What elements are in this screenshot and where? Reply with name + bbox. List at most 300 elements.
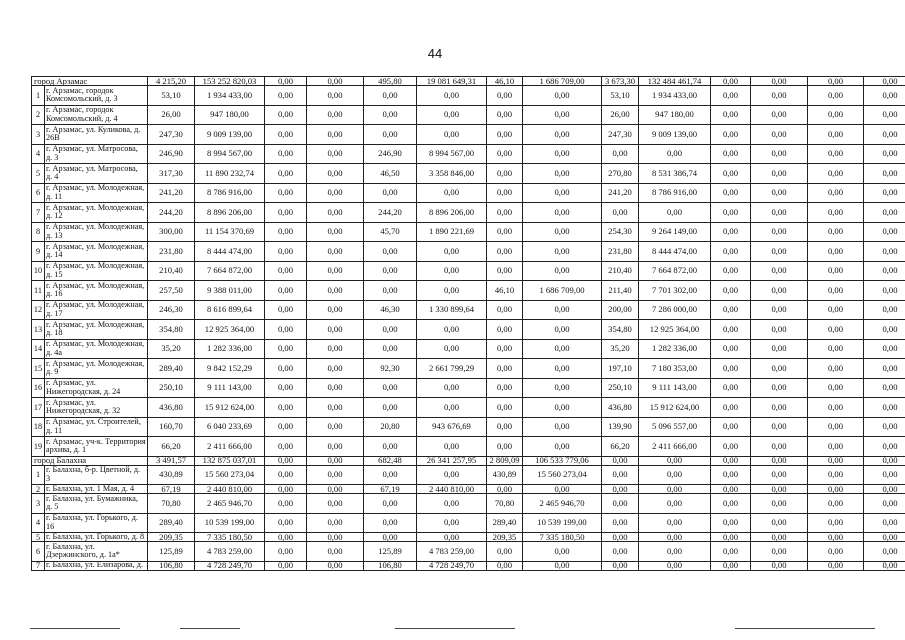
value-cell: 0,00 xyxy=(364,184,417,204)
value-cell: 9 842 152,29 xyxy=(195,359,265,379)
value-cell: 3 358 846,00 xyxy=(417,164,487,184)
value-cell: 0,00 xyxy=(307,281,364,301)
value-cell: 15 560 273,04 xyxy=(523,466,602,486)
value-cell: 8 444 474,00 xyxy=(195,242,265,262)
section-total-cell: 0,00 xyxy=(265,77,307,86)
value-cell: 0,00 xyxy=(751,184,808,204)
footer-rule xyxy=(30,628,120,629)
value-cell: 2 440 810,00 xyxy=(417,485,487,494)
value-cell: 0,00 xyxy=(487,184,523,204)
value-cell: 15 912 624,00 xyxy=(639,398,711,418)
value-cell: 0,00 xyxy=(808,398,864,418)
value-cell: 943 676,69 xyxy=(417,418,487,438)
value-cell: 0,00 xyxy=(711,86,751,106)
value-cell: 0,00 xyxy=(864,340,905,360)
value-cell: 35,20 xyxy=(602,340,639,360)
value-cell: 0,00 xyxy=(307,125,364,145)
value-cell: 0,00 xyxy=(307,485,364,494)
value-cell: 209,35 xyxy=(148,533,195,542)
value-cell: 354,80 xyxy=(148,320,195,340)
value-cell: 0,00 xyxy=(864,418,905,438)
value-cell: 0,00 xyxy=(808,125,864,145)
value-cell: 0,00 xyxy=(602,494,639,514)
value-cell: 0,00 xyxy=(307,145,364,165)
row-number: 16 xyxy=(32,379,45,399)
section-total-cell: 0,00 xyxy=(639,457,711,466)
value-cell: 9 388 011,00 xyxy=(195,281,265,301)
section-total-cell: 153 252 820,03 xyxy=(195,77,265,86)
value-cell: 0,00 xyxy=(265,125,307,145)
value-cell: 0,00 xyxy=(307,340,364,360)
address-cell: г. Арзамас, городок Комсомольский, д. 4 xyxy=(45,106,148,126)
value-cell: 0,00 xyxy=(364,320,417,340)
value-cell: 0,00 xyxy=(751,542,808,562)
value-cell: 66,20 xyxy=(602,437,639,457)
value-cell: 0,00 xyxy=(265,340,307,360)
address-cell: г. Арзамас, ул. Молодежная, д. 4а xyxy=(45,340,148,360)
value-cell: 289,40 xyxy=(148,359,195,379)
value-cell: 0,00 xyxy=(711,398,751,418)
value-cell: 0,00 xyxy=(487,125,523,145)
value-cell: 0,00 xyxy=(808,533,864,542)
value-cell: 0,00 xyxy=(751,320,808,340)
value-cell: 9 264 149,00 xyxy=(639,223,711,243)
value-cell: 0,00 xyxy=(307,418,364,438)
value-cell: 0,00 xyxy=(487,301,523,321)
value-cell: 0,00 xyxy=(639,542,711,562)
value-cell: 2 411 666,00 xyxy=(639,437,711,457)
value-cell: 0,00 xyxy=(751,485,808,494)
row-number: 10 xyxy=(32,262,45,282)
value-cell: 0,00 xyxy=(639,494,711,514)
value-cell: 0,00 xyxy=(711,242,751,262)
value-cell: 0,00 xyxy=(265,262,307,282)
value-cell: 7 335 180,50 xyxy=(523,533,602,542)
value-cell: 0,00 xyxy=(808,223,864,243)
value-cell: 0,00 xyxy=(864,242,905,262)
value-cell: 0,00 xyxy=(487,242,523,262)
value-cell: 46,10 xyxy=(487,281,523,301)
value-cell: 8 994 567,00 xyxy=(195,145,265,165)
value-cell: 0,00 xyxy=(602,466,639,486)
address-cell: г. Арзамас, ул. Молодежная, д. 11 xyxy=(45,184,148,204)
value-cell: 46,30 xyxy=(364,301,417,321)
value-cell: 0,00 xyxy=(639,466,711,486)
value-cell: 7 701 302,00 xyxy=(639,281,711,301)
value-cell: 0,00 xyxy=(864,562,905,571)
value-cell: 0,00 xyxy=(307,164,364,184)
value-cell: 0,00 xyxy=(808,359,864,379)
value-cell: 0,00 xyxy=(639,533,711,542)
table-grid xyxy=(31,76,905,571)
value-cell: 0,00 xyxy=(808,494,864,514)
value-cell: 0,00 xyxy=(864,398,905,418)
section-total-cell: 0,00 xyxy=(711,77,751,86)
value-cell: 0,00 xyxy=(523,203,602,223)
value-cell: 0,00 xyxy=(808,514,864,534)
value-cell: 8 616 899,64 xyxy=(195,301,265,321)
value-cell: 0,00 xyxy=(751,125,808,145)
value-cell: 0,00 xyxy=(523,262,602,282)
section-total-cell: 0,00 xyxy=(307,77,364,86)
value-cell: 0,00 xyxy=(307,320,364,340)
value-cell: 12 925 364,00 xyxy=(195,320,265,340)
value-cell: 250,10 xyxy=(148,379,195,399)
value-cell: 0,00 xyxy=(523,184,602,204)
value-cell: 246,90 xyxy=(364,145,417,165)
row-number: 17 xyxy=(32,398,45,418)
value-cell: 0,00 xyxy=(808,281,864,301)
value-cell: 231,80 xyxy=(602,242,639,262)
section-total-cell: 2 809,09 xyxy=(487,457,523,466)
value-cell: 7 180 353,00 xyxy=(639,359,711,379)
section-total-cell: 0,00 xyxy=(711,457,751,466)
value-cell: 0,00 xyxy=(265,223,307,243)
value-cell: 11 154 370,69 xyxy=(195,223,265,243)
value-cell: 0,00 xyxy=(307,466,364,486)
data-table xyxy=(31,76,905,571)
value-cell: 0,00 xyxy=(602,542,639,562)
value-cell: 247,30 xyxy=(602,125,639,145)
address-cell: г. Арзамас, ул. Молодежная, д. 17 xyxy=(45,301,148,321)
value-cell: 1 890 221,69 xyxy=(417,223,487,243)
address-cell: г. Арзамас, ул. Молодежная, д. 18 xyxy=(45,320,148,340)
value-cell: 244,20 xyxy=(364,203,417,223)
value-cell: 4 728 249,70 xyxy=(417,562,487,571)
value-cell: 0,00 xyxy=(864,320,905,340)
value-cell: 125,89 xyxy=(364,542,417,562)
value-cell: 9 111 143,00 xyxy=(639,379,711,399)
value-cell: 8 896 206,00 xyxy=(417,203,487,223)
value-cell: 7 335 180,50 xyxy=(195,533,265,542)
value-cell: 0,00 xyxy=(523,398,602,418)
value-cell: 0,00 xyxy=(417,533,487,542)
value-cell: 8 896 206,00 xyxy=(195,203,265,223)
value-cell: 0,00 xyxy=(602,562,639,571)
value-cell: 35,20 xyxy=(148,340,195,360)
value-cell: 0,00 xyxy=(864,301,905,321)
value-cell: 0,00 xyxy=(602,533,639,542)
value-cell: 0,00 xyxy=(523,86,602,106)
value-cell: 106,80 xyxy=(364,562,417,571)
value-cell: 0,00 xyxy=(751,418,808,438)
value-cell: 0,00 xyxy=(265,164,307,184)
value-cell: 0,00 xyxy=(487,106,523,126)
value-cell: 9 111 143,00 xyxy=(195,379,265,399)
value-cell: 0,00 xyxy=(523,562,602,571)
address-cell: г. Балахна, ул. Дзержинского, д. 1а* xyxy=(45,542,148,562)
footer-rule xyxy=(395,628,515,629)
value-cell: 210,40 xyxy=(148,262,195,282)
value-cell: 70,80 xyxy=(148,494,195,514)
value-cell: 0,00 xyxy=(711,145,751,165)
value-cell: 26,00 xyxy=(602,106,639,126)
value-cell: 0,00 xyxy=(523,125,602,145)
value-cell: 0,00 xyxy=(523,437,602,457)
value-cell: 0,00 xyxy=(265,320,307,340)
value-cell: 0,00 xyxy=(417,125,487,145)
value-cell: 0,00 xyxy=(751,359,808,379)
value-cell: 0,00 xyxy=(265,359,307,379)
value-cell: 4 783 259,00 xyxy=(195,542,265,562)
value-cell: 0,00 xyxy=(808,485,864,494)
value-cell: 0,00 xyxy=(864,106,905,126)
value-cell: 241,20 xyxy=(148,184,195,204)
value-cell: 67,19 xyxy=(364,485,417,494)
value-cell: 0,00 xyxy=(523,223,602,243)
value-cell: 211,40 xyxy=(602,281,639,301)
value-cell: 0,00 xyxy=(307,262,364,282)
value-cell: 0,00 xyxy=(265,562,307,571)
value-cell: 8 786 916,00 xyxy=(639,184,711,204)
value-cell: 0,00 xyxy=(487,320,523,340)
value-cell: 0,00 xyxy=(523,542,602,562)
value-cell: 0,00 xyxy=(751,242,808,262)
row-number: 3 xyxy=(32,125,45,145)
address-cell: г. Арзамас, ул. Матросова, д. 4 xyxy=(45,164,148,184)
row-number: 7 xyxy=(32,203,45,223)
value-cell: 0,00 xyxy=(808,340,864,360)
value-cell: 0,00 xyxy=(364,398,417,418)
value-cell: 0,00 xyxy=(307,437,364,457)
value-cell: 0,00 xyxy=(487,379,523,399)
address-cell: г. Арзамас, ул. Нижегородская, д. 32 xyxy=(45,398,148,418)
footer-rule xyxy=(735,628,875,629)
section-name: город Балахна xyxy=(32,457,148,466)
value-cell: 2 661 799,29 xyxy=(417,359,487,379)
address-cell: г. Арзамас, уч-к. Территория архива, д. 1 xyxy=(45,437,148,457)
value-cell: 0,00 xyxy=(487,485,523,494)
value-cell: 7 664 872,00 xyxy=(639,262,711,282)
row-number: 1 xyxy=(32,466,45,486)
section-total-cell: 0,00 xyxy=(602,457,639,466)
value-cell: 289,40 xyxy=(487,514,523,534)
row-number: 3 xyxy=(32,494,45,514)
section-total-cell: 0,00 xyxy=(751,77,808,86)
value-cell: 0,00 xyxy=(417,340,487,360)
value-cell: 0,00 xyxy=(864,359,905,379)
value-cell: 257,50 xyxy=(148,281,195,301)
row-number: 18 xyxy=(32,418,45,438)
value-cell: 0,00 xyxy=(751,203,808,223)
value-cell: 0,00 xyxy=(265,485,307,494)
value-cell: 26,00 xyxy=(148,106,195,126)
value-cell: 0,00 xyxy=(417,437,487,457)
value-cell: 0,00 xyxy=(711,418,751,438)
value-cell: 0,00 xyxy=(711,437,751,457)
row-number: 7 xyxy=(32,562,45,571)
value-cell: 0,00 xyxy=(711,359,751,379)
value-cell: 5 096 557,00 xyxy=(639,418,711,438)
value-cell: 1 686 709,00 xyxy=(523,281,602,301)
address-cell: г. Арзамас, ул. Молодежная, д. 12 xyxy=(45,203,148,223)
value-cell: 0,00 xyxy=(417,106,487,126)
value-cell: 0,00 xyxy=(864,533,905,542)
value-cell: 0,00 xyxy=(711,466,751,486)
value-cell: 0,00 xyxy=(265,145,307,165)
value-cell: 0,00 xyxy=(711,562,751,571)
value-cell: 0,00 xyxy=(417,184,487,204)
row-number: 1 xyxy=(32,86,45,106)
address-cell: г. Балахна, ул. Горького, д. 16 xyxy=(45,514,148,534)
value-cell: 0,00 xyxy=(751,281,808,301)
value-cell: 0,00 xyxy=(265,301,307,321)
value-cell: 12 925 364,00 xyxy=(639,320,711,340)
section-total-cell: 1 686 709,00 xyxy=(523,77,602,86)
value-cell: 0,00 xyxy=(487,340,523,360)
value-cell: 0,00 xyxy=(265,86,307,106)
value-cell: 0,00 xyxy=(711,164,751,184)
value-cell: 8 994 567,00 xyxy=(417,145,487,165)
value-cell: 947 180,00 xyxy=(639,106,711,126)
value-cell: 0,00 xyxy=(487,262,523,282)
section-total-cell: 0,00 xyxy=(265,457,307,466)
value-cell: 0,00 xyxy=(364,106,417,126)
value-cell: 0,00 xyxy=(864,164,905,184)
value-cell: 0,00 xyxy=(711,542,751,562)
value-cell: 0,00 xyxy=(307,106,364,126)
value-cell: 92,30 xyxy=(364,359,417,379)
value-cell: 0,00 xyxy=(711,494,751,514)
value-cell: 0,00 xyxy=(602,514,639,534)
row-number: 4 xyxy=(32,145,45,165)
value-cell: 0,00 xyxy=(487,437,523,457)
value-cell: 0,00 xyxy=(711,203,751,223)
value-cell: 0,00 xyxy=(808,106,864,126)
section-total-cell: 0,00 xyxy=(864,77,905,86)
value-cell: 0,00 xyxy=(307,86,364,106)
value-cell: 0,00 xyxy=(265,203,307,223)
value-cell: 0,00 xyxy=(265,398,307,418)
value-cell: 947 180,00 xyxy=(195,106,265,126)
value-cell: 0,00 xyxy=(417,86,487,106)
row-number: 15 xyxy=(32,359,45,379)
value-cell: 0,00 xyxy=(307,398,364,418)
value-cell: 0,00 xyxy=(487,164,523,184)
value-cell: 0,00 xyxy=(364,514,417,534)
value-cell: 0,00 xyxy=(487,145,523,165)
value-cell: 0,00 xyxy=(751,262,808,282)
row-number: 2 xyxy=(32,485,45,494)
value-cell: 0,00 xyxy=(523,340,602,360)
value-cell: 0,00 xyxy=(265,418,307,438)
value-cell: 210,40 xyxy=(602,262,639,282)
value-cell: 289,40 xyxy=(148,514,195,534)
value-cell: 0,00 xyxy=(417,262,487,282)
value-cell: 0,00 xyxy=(808,542,864,562)
value-cell: 15 560 273,04 xyxy=(195,466,265,486)
value-cell: 246,30 xyxy=(148,301,195,321)
value-cell: 53,10 xyxy=(148,86,195,106)
address-cell: г. Арзамас, ул. Нижегородская, д. 24 xyxy=(45,379,148,399)
value-cell: 0,00 xyxy=(711,184,751,204)
value-cell: 0,00 xyxy=(307,514,364,534)
section-total-cell: 495,80 xyxy=(364,77,417,86)
value-cell: 0,00 xyxy=(364,242,417,262)
value-cell: 15 912 624,00 xyxy=(195,398,265,418)
value-cell: 0,00 xyxy=(265,514,307,534)
value-cell: 4 728 249,70 xyxy=(195,562,265,571)
value-cell: 0,00 xyxy=(364,262,417,282)
value-cell: 0,00 xyxy=(864,262,905,282)
value-cell: 0,00 xyxy=(864,281,905,301)
value-cell: 244,20 xyxy=(148,203,195,223)
section-total-cell: 0,00 xyxy=(864,457,905,466)
value-cell: 9 009 139,00 xyxy=(639,125,711,145)
value-cell: 0,00 xyxy=(808,301,864,321)
value-cell: 20,80 xyxy=(364,418,417,438)
address-cell: г. Балахна, ул. Бумажника, д. 5 xyxy=(45,494,148,514)
value-cell: 6 040 233,69 xyxy=(195,418,265,438)
value-cell: 0,00 xyxy=(808,242,864,262)
value-cell: 0,00 xyxy=(808,466,864,486)
address-cell: г. Арзамас, ул. Молодежная, д. 13 xyxy=(45,223,148,243)
value-cell: 0,00 xyxy=(307,359,364,379)
value-cell: 0,00 xyxy=(417,514,487,534)
address-cell: г. Арзамас, ул. Молодежная, д. 14 xyxy=(45,242,148,262)
value-cell: 0,00 xyxy=(751,340,808,360)
value-cell: 0,00 xyxy=(487,203,523,223)
value-cell: 0,00 xyxy=(265,437,307,457)
row-number: 8 xyxy=(32,223,45,243)
value-cell: 0,00 xyxy=(711,125,751,145)
page-number: 44 xyxy=(427,46,443,61)
value-cell: 0,00 xyxy=(487,86,523,106)
value-cell: 0,00 xyxy=(808,418,864,438)
value-cell: 436,80 xyxy=(148,398,195,418)
value-cell: 0,00 xyxy=(864,466,905,486)
section-total-cell: 132 484 461,74 xyxy=(639,77,711,86)
value-cell: 300,00 xyxy=(148,223,195,243)
value-cell: 0,00 xyxy=(487,398,523,418)
value-cell: 0,00 xyxy=(808,184,864,204)
section-total-cell: 0,00 xyxy=(808,457,864,466)
section-total-cell: 0,00 xyxy=(808,77,864,86)
value-cell: 200,00 xyxy=(602,301,639,321)
section-total-cell: 19 081 649,31 xyxy=(417,77,487,86)
value-cell: 0,00 xyxy=(523,301,602,321)
section-total-cell: 0,00 xyxy=(751,457,808,466)
section-total-cell: 3 673,30 xyxy=(602,77,639,86)
value-cell: 246,90 xyxy=(148,145,195,165)
value-cell: 0,00 xyxy=(417,242,487,262)
value-cell: 0,00 xyxy=(364,379,417,399)
value-cell: 430,89 xyxy=(487,466,523,486)
value-cell: 0,00 xyxy=(265,494,307,514)
value-cell: 0,00 xyxy=(487,542,523,562)
value-cell: 0,00 xyxy=(864,437,905,457)
value-cell: 125,89 xyxy=(148,542,195,562)
value-cell: 0,00 xyxy=(864,494,905,514)
value-cell: 0,00 xyxy=(602,145,639,165)
value-cell: 0,00 xyxy=(265,106,307,126)
address-cell: г. Арзамас, ул. Куликова, д. 26В xyxy=(45,125,148,145)
value-cell: 317,30 xyxy=(148,164,195,184)
value-cell: 0,00 xyxy=(864,514,905,534)
value-cell: 0,00 xyxy=(417,320,487,340)
value-cell: 0,00 xyxy=(751,437,808,457)
value-cell: 0,00 xyxy=(307,203,364,223)
value-cell: 1 282 336,00 xyxy=(639,340,711,360)
value-cell: 0,00 xyxy=(864,184,905,204)
section-total-cell: 46,10 xyxy=(487,77,523,86)
value-cell: 0,00 xyxy=(751,466,808,486)
row-number: 6 xyxy=(32,542,45,562)
value-cell: 270,80 xyxy=(602,164,639,184)
value-cell: 1 330 899,64 xyxy=(417,301,487,321)
value-cell: 0,00 xyxy=(711,281,751,301)
value-cell: 0,00 xyxy=(639,514,711,534)
